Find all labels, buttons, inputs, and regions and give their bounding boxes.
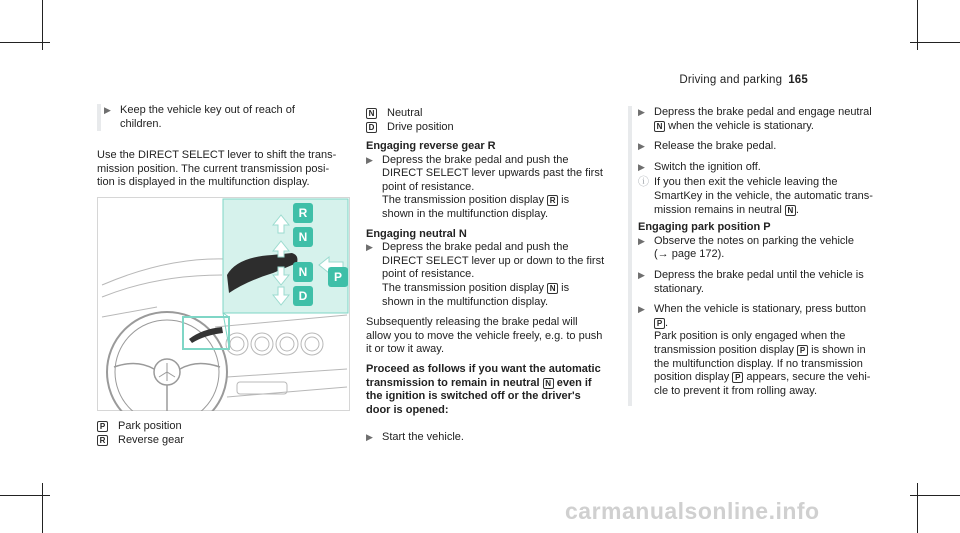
key-n-icon: N xyxy=(547,283,558,294)
note-bar xyxy=(97,104,101,131)
page-link[interactable]: (→ page 172). xyxy=(654,248,725,261)
text-span: when the vehicle is stationary. xyxy=(668,119,814,132)
bullet-ignition-off xyxy=(638,161,903,175)
text-line: allow you to move the vehicle freely, e.g. to push xyxy=(366,329,603,342)
section-title: Driving and parking xyxy=(679,74,783,86)
gear-badge-n-upper: N xyxy=(293,227,313,247)
text-span: The transmission position display xyxy=(382,281,545,294)
crop-mark xyxy=(42,0,43,50)
text-line: it or tow it away. xyxy=(366,343,445,356)
text-line: point of resistance. xyxy=(382,268,475,281)
bullet-engage-neutral xyxy=(638,106,903,133)
text-line: children. xyxy=(120,117,162,130)
text-line: DIRECT SELECT lever upwards past the first xyxy=(382,167,603,180)
gear-badge-d: D xyxy=(293,286,313,306)
bullet-arrow-icon: ▶ xyxy=(638,269,645,280)
text-span: appears, secure the vehi- xyxy=(746,371,871,384)
text-span: is xyxy=(561,194,570,207)
legend-row xyxy=(97,433,184,447)
heading-neutral: Engaging neutral N xyxy=(366,227,467,240)
text-line: When the vehicle is stationary, press button xyxy=(654,303,866,316)
right-column xyxy=(638,106,903,398)
text-line xyxy=(654,371,903,385)
info-icon: ⓘ xyxy=(638,176,649,189)
bullet-arrow-icon: ▶ xyxy=(104,105,111,115)
text-line: Depress the brake pedal and engage neutral xyxy=(654,106,872,118)
text-span: . xyxy=(665,316,669,329)
legend-label: Drive position xyxy=(387,121,454,133)
text-line: DIRECT SELECT lever up or down to the first xyxy=(382,254,605,267)
bullet-arrow-icon: ▶ xyxy=(638,235,645,246)
heading-line: the ignition is switched off or the driver's xyxy=(366,390,581,403)
legend-row xyxy=(97,419,184,433)
bullet-depress-until xyxy=(638,269,903,296)
text-line: Depress the brake pedal until the vehicle is xyxy=(654,268,864,281)
bullet-arrow-icon: ▶ xyxy=(638,161,645,172)
text-line: If you then exit the vehicle leaving the xyxy=(654,176,838,189)
text-span: . xyxy=(795,203,799,216)
legend-label: Reverse gear xyxy=(118,434,185,446)
text-line xyxy=(654,344,903,358)
key-n-icon: N xyxy=(543,378,554,389)
text-span: transmission position display xyxy=(654,343,795,356)
bullet-start xyxy=(366,431,626,445)
legend-row xyxy=(366,120,626,134)
left-legend xyxy=(97,419,184,447)
legend-label: Park position xyxy=(118,420,182,432)
key-p-icon: P xyxy=(732,372,743,383)
key-n-icon: N xyxy=(366,108,377,119)
text-line: the multifunction display. If no transmission xyxy=(654,357,863,370)
text-line: Keep the vehicle key out of reach of xyxy=(120,104,295,116)
crop-mark xyxy=(42,483,43,533)
text-span: The transmission position display xyxy=(382,194,545,207)
text-line: mission position. The current transmission posi- xyxy=(97,162,330,175)
bullet-arrow-icon: ▶ xyxy=(366,242,373,253)
heading-warning xyxy=(366,363,626,417)
heading-park: Engaging park position P xyxy=(638,221,771,234)
bullet-neutral xyxy=(366,241,626,309)
bullet-keep-key xyxy=(104,104,347,131)
gear-badge-r: R xyxy=(293,203,313,223)
heading-reverse: Engaging reverse gear R xyxy=(366,140,496,152)
bullet-observe xyxy=(638,235,903,262)
bullet-arrow-icon: ▶ xyxy=(366,154,373,165)
text-line: stationary. xyxy=(654,282,704,295)
page-number: 165 xyxy=(788,74,808,86)
note-bar xyxy=(628,106,632,406)
key-d-icon: D xyxy=(366,122,377,133)
bullet-arrow-icon: ▶ xyxy=(638,107,645,117)
text-line: Release the brake pedal. xyxy=(654,140,777,153)
running-header xyxy=(679,74,808,86)
left-column xyxy=(97,104,347,190)
text-line xyxy=(654,317,903,331)
text-span: mission remains in neutral xyxy=(654,203,782,216)
bullet-arrow-icon: ▶ xyxy=(638,141,645,152)
bullet-arrow-icon: ▶ xyxy=(366,432,373,443)
bullet-reverse xyxy=(366,154,626,222)
paragraph-direct-select xyxy=(97,149,347,190)
text-span: is shown in xyxy=(811,343,866,356)
text-line: shown in the multifunction display. xyxy=(382,295,549,308)
text-line xyxy=(382,282,626,296)
key-r-icon: R xyxy=(97,435,108,446)
crop-mark xyxy=(917,483,918,533)
heading-line: Proceed as follows if you want the automatic xyxy=(366,362,601,375)
text-line: Subsequently releasing the brake pedal will xyxy=(366,316,578,329)
text-span: position display xyxy=(654,371,730,384)
bullet-release xyxy=(638,140,903,154)
gear-badge-p: P xyxy=(328,267,348,287)
text-line: Use the DIRECT SELECT lever to shift the trans- xyxy=(97,149,337,162)
text-line: Observe the notes on parking the vehicle xyxy=(654,234,854,247)
text-span: transmission to remain in neutral xyxy=(366,376,540,389)
text-line: shown in the multifunction display. xyxy=(382,207,549,220)
text-line xyxy=(654,120,903,134)
crop-mark xyxy=(917,0,918,50)
key-p-icon: P xyxy=(654,318,665,329)
text-line: cle to prevent it from rolling away. xyxy=(654,384,818,397)
text-line: Start the vehicle. xyxy=(382,431,464,444)
key-p-icon: P xyxy=(97,421,108,432)
text-span: is xyxy=(561,281,570,294)
key-n-icon: N xyxy=(785,205,796,216)
gear-badge-n-lower: N xyxy=(293,262,313,282)
key-p-icon: P xyxy=(797,345,808,356)
legend-label: Neutral xyxy=(387,107,423,119)
text-line: SmartKey in the vehicle, the automatic trans- xyxy=(654,189,873,202)
text-line: Depress the brake pedal and push the xyxy=(382,241,569,254)
watermark: carmanualsonline.info xyxy=(565,498,820,524)
heading-line: door is opened: xyxy=(366,403,449,416)
legend-row xyxy=(366,106,626,120)
key-r-icon: R xyxy=(547,195,558,206)
bullet-arrow-icon: ▶ xyxy=(638,304,645,315)
middle-column xyxy=(366,106,626,445)
info-note xyxy=(638,176,903,217)
text-line: Depress the brake pedal and push the xyxy=(382,153,569,166)
text-line: Park position is only engaged when the xyxy=(654,330,846,343)
middle-legend xyxy=(366,106,626,134)
key-n-icon: N xyxy=(654,121,665,132)
text-line: tion is displayed in the multifunction display. xyxy=(97,176,310,189)
text-line xyxy=(382,194,626,208)
text-line: Switch the ignition off. xyxy=(654,160,761,173)
paragraph-release xyxy=(366,316,626,357)
text-line: point of resistance. xyxy=(382,180,475,193)
text-span: even if xyxy=(556,376,592,389)
bullet-press-p xyxy=(638,303,903,398)
heading-line xyxy=(366,377,626,391)
text-line xyxy=(654,204,903,218)
